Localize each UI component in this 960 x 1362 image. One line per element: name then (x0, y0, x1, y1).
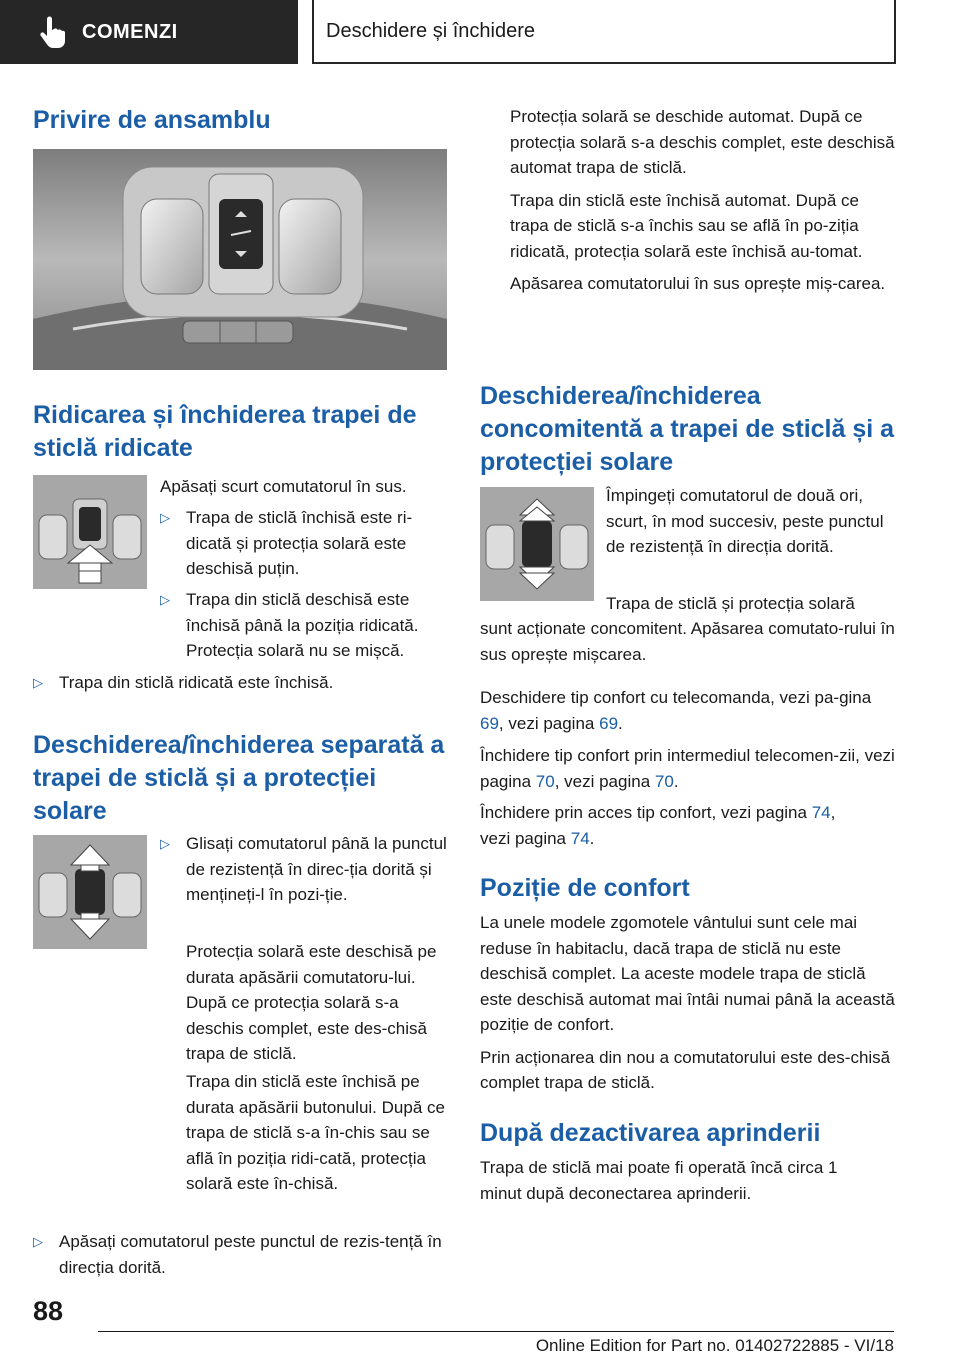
triangle-bullet-icon: ▷ (160, 592, 170, 607)
heading-raise: Ridicarea și închiderea trapei de sticlă ridicate (33, 401, 417, 462)
page-number: 88 (33, 1296, 64, 1326)
heading-concurrent: Deschiderea/închiderea concomitentă a trapei de sticlă și a protecției solare (480, 382, 895, 476)
footer-divider (98, 1331, 894, 1332)
reference-comfort-access: Închidere prin acces tip confort, vezi pagina 74, vezi pagina 74. (480, 803, 836, 848)
chapter-tab[interactable] (0, 0, 298, 64)
list-item: ▷ Trapa de sticlă închisă este ri-dicată și protecția solară este deschisă puțin. (160, 505, 450, 582)
separate-paragraph-2: Trapa din sticlă este închisă pe durata apăsării butonului. După ce trapa de sticlă s-a în-chis sau se află în poziția ridi-cată, protecția solară este în-chisă. (186, 1072, 445, 1193)
hand-pointer-icon (38, 16, 68, 48)
switch-up-photo (33, 475, 147, 589)
edition-text: Online Edition for Part no. 01402722885 - VI/18 (535, 1336, 894, 1355)
triangle-bullet-icon: ▷ (160, 510, 170, 525)
triangle-bullet-icon: ▷ (33, 1234, 43, 1249)
page-link[interactable]: 69 (480, 713, 499, 733)
auto-open-paragraph: Protecția solară se deschide automat. După ce protecția solară s-a deschis complet, este deschisă automat trapa de sticlă. Trapa din sticlă este închisă automat. După ce trapa de sticlă s-a închis sau se află în po-ziția ridicată, protecția solară este închisă au-tomat. Apăsarea comutatorului în sus oprește miș-carea. (510, 107, 895, 293)
separate-paragraph-1: Protecția solară este deschisă pe durata apăsării comutatoru-lui. După ce protecția solară s-a deschis complet, este des-chisă trapa de sticlă. (186, 942, 437, 1063)
heading-ignition: După dezactivarea aprinderii (480, 1119, 821, 1147)
reference-remote-open: Deschidere tip confort cu telecomanda, vezi pa-gina 69, vezi pagina 69. (480, 688, 872, 733)
page-link[interactable]: 69 (599, 713, 619, 733)
list-item: ▷ Apăsați comutatorul peste punctul de rezis-tență în direcția dorită. (33, 1229, 447, 1280)
concurrent-para-b: sunt acționate concomitent. Apăsarea comutato-rului în sus oprește mișcarea. (480, 619, 895, 664)
page-link[interactable]: 74 (811, 803, 831, 822)
list-item: ▷ Trapa din sticlă ridicată este închisă. (33, 670, 447, 696)
page-link[interactable]: 70 (535, 771, 555, 791)
overview-photo (33, 149, 447, 370)
section-header (312, 0, 896, 64)
heading-overview: Privire de ansamblu (33, 106, 271, 134)
switch-double-photo (480, 487, 594, 601)
heading-comfort: Poziție de confort (480, 874, 690, 902)
switch-updown-photo (33, 835, 147, 949)
section-title: Deschidere și închidere (326, 19, 535, 42)
concurrent-intro: Împingeți comutatorul de două ori, scurt, în mod succesiv, peste punctul de rezistență în direcția dorită. (606, 486, 884, 556)
triangle-bullet-icon: ▷ (160, 836, 170, 851)
heading-separate: Deschiderea/închiderea separată a trapei de sticlă și a protecției solare (33, 731, 445, 825)
ignition-text: Trapa de sticlă mai poate fi operată încă circa 1 minut după deconectarea aprinderii. (480, 1158, 838, 1203)
raise-intro: Apăsați scurt comutatorul în sus. (160, 477, 407, 496)
page-link[interactable]: 70 (654, 771, 674, 791)
list-item: ▷ Trapa din sticlă deschisă este închisă până la poziția ridicată. Protecția solară nu se mișcă. (160, 587, 450, 664)
page-link[interactable]: 74 (570, 828, 590, 848)
triangle-bullet-icon: ▷ (33, 675, 43, 690)
concurrent-para-a: Trapa de sticlă și protecția solară (606, 594, 855, 613)
chapter-label: COMENZI (82, 20, 178, 43)
reference-remote-close: Închidere tip confort prin intermediul telecomen-zii, vezi pagina 70, vezi pagina 70. (480, 746, 895, 791)
comfort-text: La unele modele zgomotele vântului sunt cele mai reduse în habitaclu, dacă trapa de sticlă nu este deschisă complet. La aceste modele trapa de sticlă este deschisă automat mai întâi numai până la această poziție de confort. Prin acționarea din nou a comutatorului este des-chisă complet trapa de sticlă. (480, 913, 895, 1092)
list-item: ▷ Glisați comutatorul până la punctul de rezistență în direc-ția dorită și mențineți-l în pozi-ție. (160, 831, 450, 908)
